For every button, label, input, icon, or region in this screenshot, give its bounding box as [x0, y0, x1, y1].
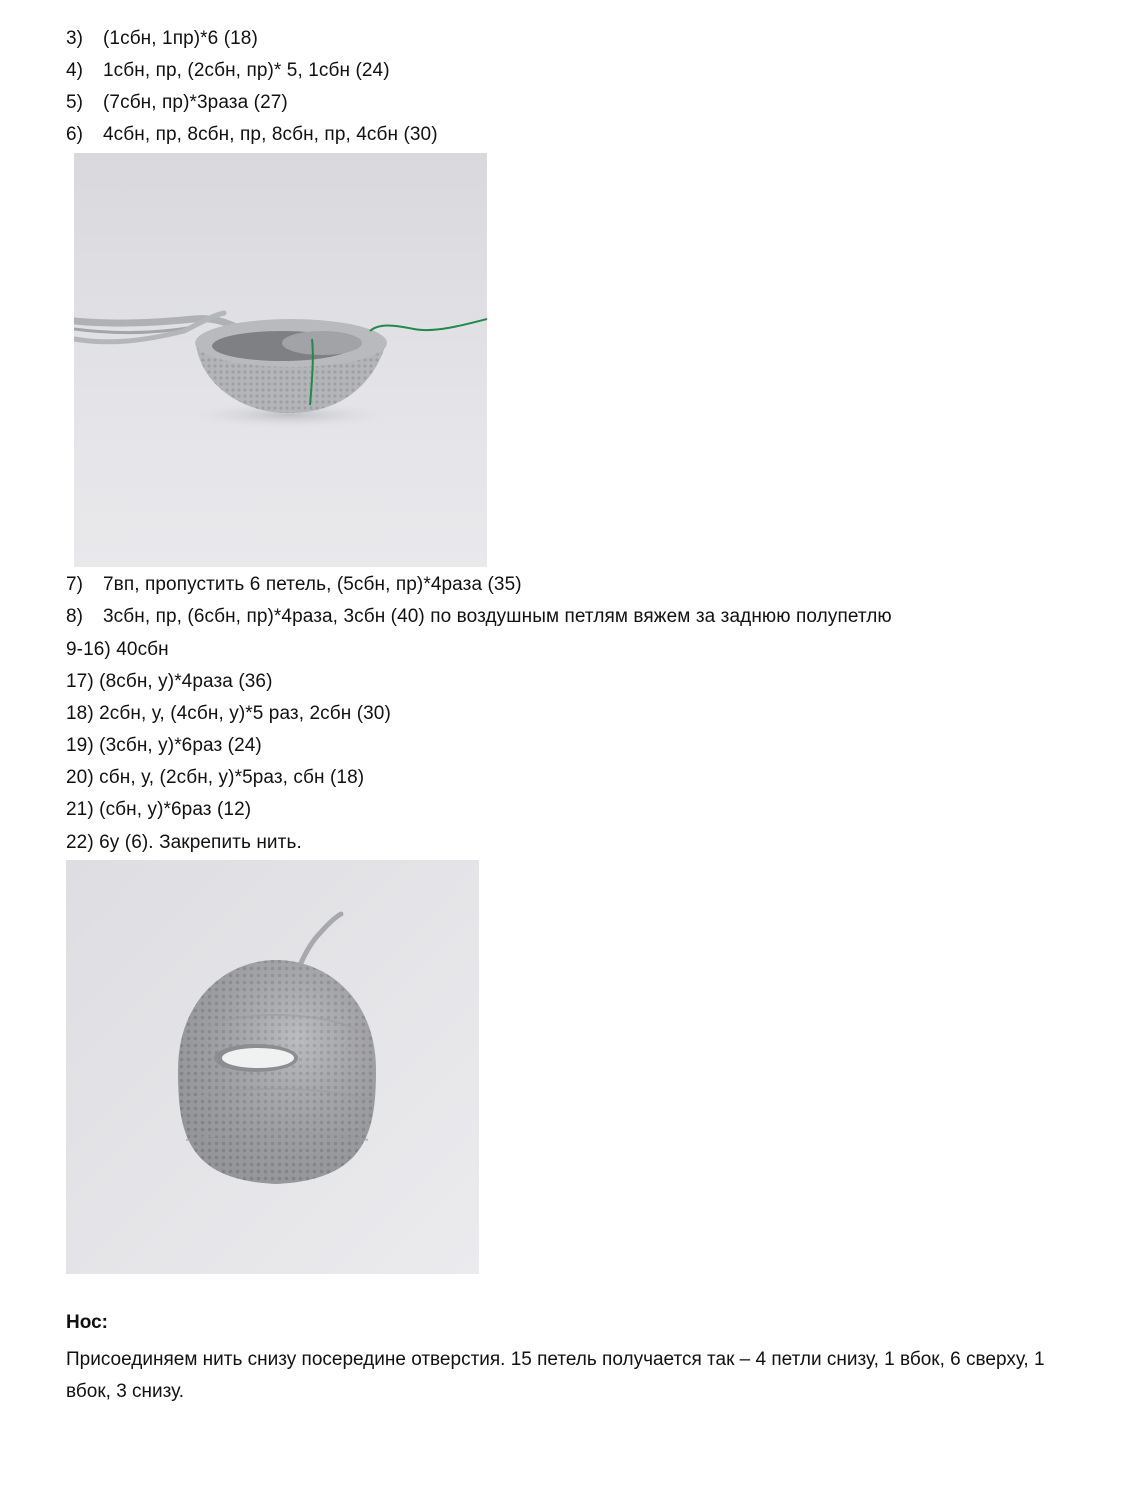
- step-line: [66, 59, 390, 83]
- step-line: [66, 123, 438, 147]
- step-line: [66, 573, 522, 597]
- step-line: [66, 27, 258, 51]
- step-text: (1сбн, 1пр)*6 (18): [103, 28, 258, 49]
- crochet-dome-photo: [66, 860, 479, 1274]
- step-number: 6): [66, 124, 84, 145]
- crochet-bowl-photo: [74, 153, 487, 567]
- step-line: 21) (сбн, у)*6раз (12): [66, 799, 252, 820]
- step-number: 7): [66, 574, 84, 595]
- step-text: 4сбн, пр, 8сбн, пр, 8сбн, пр, 4сбн (30): [103, 124, 438, 145]
- step-number: 4): [66, 60, 84, 81]
- step-text: 7вп, пропустить 6 петель, (5сбн, пр)*4раза (35): [103, 574, 522, 595]
- step-line: [66, 605, 892, 629]
- step-line: 22) 6у (6). Закрепить нить.: [66, 832, 302, 853]
- step-line: 19) (3сбн, у)*6раз (24): [66, 735, 262, 756]
- section-heading-nose: Нос:: [66, 1312, 108, 1333]
- step-line: 9-16) 40сбн: [66, 639, 169, 660]
- step-number: 8): [66, 606, 84, 627]
- step-text: 3сбн, пр, (6сбн, пр)*4раза, 3сбн (40) по воздушным петлям вяжем за заднюю полупетлю: [103, 606, 892, 627]
- step-line: 20) сбн, у, (2сбн, у)*5раз, сбн (18): [66, 767, 365, 788]
- step-line: 17) (8сбн, у)*4раза (36): [66, 671, 273, 692]
- step-number: 3): [66, 28, 84, 49]
- step-number: 5): [66, 92, 84, 113]
- step-text: (7сбн, пр)*3раза (27): [103, 92, 288, 113]
- step-line: 18) 2сбн, у, (4сбн, у)*5 раз, 2сбн (30): [66, 703, 391, 724]
- step-line: [66, 91, 288, 115]
- nose-instructions: Присоединяем нить снизу посередине отверстия. 15 петель получается так – 4 петли снизу, 1 вбок, 6 сверху, 1 вбок, 3 снизу.: [66, 1349, 1045, 1402]
- step-text: 1сбн, пр, (2сбн, пр)* 5, 1сбн (24): [103, 60, 390, 81]
